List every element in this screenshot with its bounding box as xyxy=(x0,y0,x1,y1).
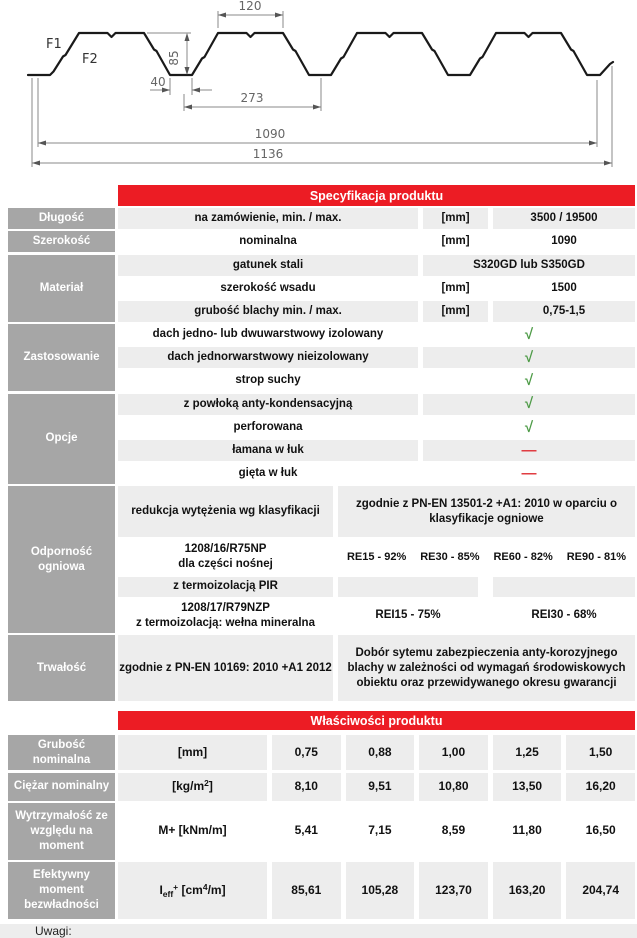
prop-value: 1,50 xyxy=(566,735,635,770)
notes-label: Uwagi: xyxy=(35,923,72,938)
fire-class-value: REI30 - 68% xyxy=(493,599,635,633)
table-row xyxy=(118,486,635,537)
group-label: Odporność ogniowa xyxy=(8,486,115,633)
table-row xyxy=(118,417,635,438)
spec-table-title: Specyfikacja produktu xyxy=(118,185,635,206)
dim-valley-40: 40 xyxy=(150,75,166,89)
spec-group-trwalosc xyxy=(8,635,635,701)
check-icon: √ xyxy=(524,325,534,343)
spec-group-szerokosc xyxy=(8,231,635,252)
table-row xyxy=(118,540,635,575)
row-desc: grubość blachy min. / max. xyxy=(118,301,418,322)
table-row xyxy=(118,301,635,322)
table-row xyxy=(118,463,635,484)
dim-cover-1090: 1090 xyxy=(254,127,286,141)
row-value: 1500 xyxy=(493,278,635,299)
row-desc: gięta w łuk xyxy=(118,463,418,484)
table-row xyxy=(118,324,635,345)
row-desc: 1208/17/R79NZP z termoizolacją: wełna mineralna xyxy=(118,599,333,633)
table-row xyxy=(118,862,635,919)
check-icon: √ xyxy=(524,372,534,390)
prop-group-ciezar xyxy=(8,773,635,801)
row-unit: [mm] xyxy=(423,278,488,299)
prop-value: 16,50 xyxy=(566,803,635,860)
prop-value: 11,80 xyxy=(493,803,562,860)
table-row xyxy=(118,735,635,770)
table-row xyxy=(118,347,635,368)
prop-group-grubosc xyxy=(8,735,635,770)
row-value: 1090 xyxy=(493,231,635,252)
row-desc: strop suchy xyxy=(118,370,418,391)
spec-group-zastosowanie xyxy=(8,324,635,391)
table-row xyxy=(118,803,635,860)
row-desc: redukcja wytężenia wg klasyfikacji xyxy=(118,486,333,537)
face-labels xyxy=(46,37,98,67)
table-row xyxy=(118,599,635,633)
prop-value: 123,70 xyxy=(419,862,488,919)
table-row xyxy=(118,278,635,299)
properties-table-title: Właściwości produktu xyxy=(118,711,635,730)
group-label: Efektywny moment bezwładności xyxy=(8,862,115,919)
row-mark xyxy=(423,440,635,461)
fire-class-value: RE60 - 82% xyxy=(493,550,553,563)
spec-group-opcje xyxy=(8,394,635,485)
table-row xyxy=(118,255,635,276)
dim-pitch-273: 273 xyxy=(240,91,264,105)
notes-bar xyxy=(0,924,637,938)
profile-drawing xyxy=(0,0,637,185)
row-mark xyxy=(423,394,635,415)
group-label: Grubość nominalna xyxy=(8,735,115,770)
dash-icon: — xyxy=(521,441,537,459)
table-row xyxy=(118,577,635,597)
prop-value: 0,75 xyxy=(272,735,341,770)
prop-value: 105,28 xyxy=(346,862,415,919)
check-icon: √ xyxy=(524,349,534,366)
prop-value: 13,50 xyxy=(493,773,562,801)
dim-flange-120: 120 xyxy=(238,0,262,13)
table-row xyxy=(118,394,635,415)
check-icon: √ xyxy=(524,395,534,413)
prop-group-moment-bezwladnosci xyxy=(8,862,635,919)
fire-class-value: RE90 - 81% xyxy=(566,550,627,563)
prop-value: 85,61 xyxy=(272,862,341,919)
table-row xyxy=(118,440,635,461)
row-unit: $I_{eff}^+$ $[cm^4/m]$ xyxy=(118,862,267,919)
fire-class-value: RE15 - 92% xyxy=(346,550,407,563)
check-icon: √ xyxy=(524,418,534,436)
spec-group-material xyxy=(8,255,635,322)
prop-value: 9,51 xyxy=(346,773,415,801)
prop-value: 5,41 xyxy=(272,803,341,860)
prop-value: 16,20 xyxy=(566,773,635,801)
fire-class-value: RE30 - 85% xyxy=(420,550,480,563)
dim-total-1136: 1136 xyxy=(252,147,284,161)
row-value: 3500 / 19500 xyxy=(493,208,635,229)
row-mark xyxy=(423,324,635,345)
row-desc: z powłoką anty-kondensacyjną xyxy=(118,394,418,415)
row-desc: zgodnie z PN-EN 10169: 2010 +A1 2012 xyxy=(118,635,333,701)
fire-class-value: REI15 - 75% xyxy=(338,599,478,633)
row-value: zgodnie z PN-EN 13501-2 +A1: 2010 w oparciu o klasyfikacje ogniowe xyxy=(338,486,635,537)
prop-value: 1,25 xyxy=(493,735,562,770)
profile-outline xyxy=(28,33,613,75)
group-label: Materiał xyxy=(8,255,115,322)
row-value: Dobór sytemu zabezpieczenia anty-korozyjnego blachy w zależności od wymagań środowiskowych obiektu oraz przewidywanego okresu gwarancji xyxy=(338,635,635,701)
row-desc: 1208/16/R75NP dla części nośnej xyxy=(118,540,333,575)
prop-value: 163,20 xyxy=(493,862,562,919)
row-unit: [mm] xyxy=(423,301,488,322)
prop-value: 1,00 xyxy=(419,735,488,770)
spec-group-dlugosc xyxy=(8,208,635,229)
spec-group-odpornosc-ogniowa xyxy=(8,486,635,633)
row-unit: $[kg/m^2]$ xyxy=(118,773,267,801)
group-label: Wytrzymałość ze względu na moment xyxy=(8,803,115,860)
label-f2: F2 xyxy=(82,52,98,67)
group-label: Zastosowanie xyxy=(8,324,115,391)
row-desc: szerokość wsadu xyxy=(118,278,418,299)
dash-icon: — xyxy=(521,464,537,482)
label-f1: F1 xyxy=(46,37,62,52)
row-mark xyxy=(423,463,635,484)
row-desc: gatunek stali xyxy=(118,255,418,276)
empty-cell xyxy=(493,577,635,597)
row-unit: M+ [kNm/m] xyxy=(118,803,267,860)
prop-group-wytrzymalosc xyxy=(8,803,635,860)
prop-value: 10,80 xyxy=(419,773,488,801)
group-label: Szerokość xyxy=(8,231,115,252)
group-label: Długość xyxy=(8,208,115,229)
table-row xyxy=(118,231,635,252)
row-value: 0,75-1,5 xyxy=(493,301,635,322)
row-desc: łamana w łuk xyxy=(118,440,418,461)
table-row xyxy=(118,370,635,391)
row-value: S320GD lub S350GD xyxy=(423,255,635,276)
table-row xyxy=(118,635,635,701)
row-desc: nominalna xyxy=(118,231,418,252)
row-unit: [mm] xyxy=(423,208,488,229)
fire-class-values xyxy=(338,540,635,575)
row-mark xyxy=(423,417,635,438)
prop-value: 204,74 xyxy=(566,862,635,919)
row-desc: na zamówienie, min. / max. xyxy=(118,208,418,229)
group-label: Trwałość xyxy=(8,635,115,701)
prop-value: 7,15 xyxy=(346,803,415,860)
row-desc: dach jedno- lub dwuwarstwowy izolowany xyxy=(118,324,418,345)
row-mark xyxy=(423,370,635,391)
empty-cell xyxy=(338,577,478,597)
dim-height-85: 85 xyxy=(167,50,181,66)
row-desc: dach jednorwarstwowy nieizolowany xyxy=(118,347,418,368)
table-row xyxy=(118,208,635,229)
group-label: Ciężar nominalny xyxy=(8,773,115,801)
prop-value: 0,88 xyxy=(346,735,415,770)
group-label: Opcje xyxy=(8,394,115,485)
row-desc: z termoizolacją PIR xyxy=(118,577,333,597)
table-row xyxy=(118,773,635,801)
row-unit: [mm] xyxy=(423,231,488,252)
row-unit: [mm] xyxy=(118,735,267,770)
row-mark xyxy=(423,347,635,368)
prop-value: 8,59 xyxy=(419,803,488,860)
prop-value: 8,10 xyxy=(272,773,341,801)
row-desc: perforowana xyxy=(118,417,418,438)
